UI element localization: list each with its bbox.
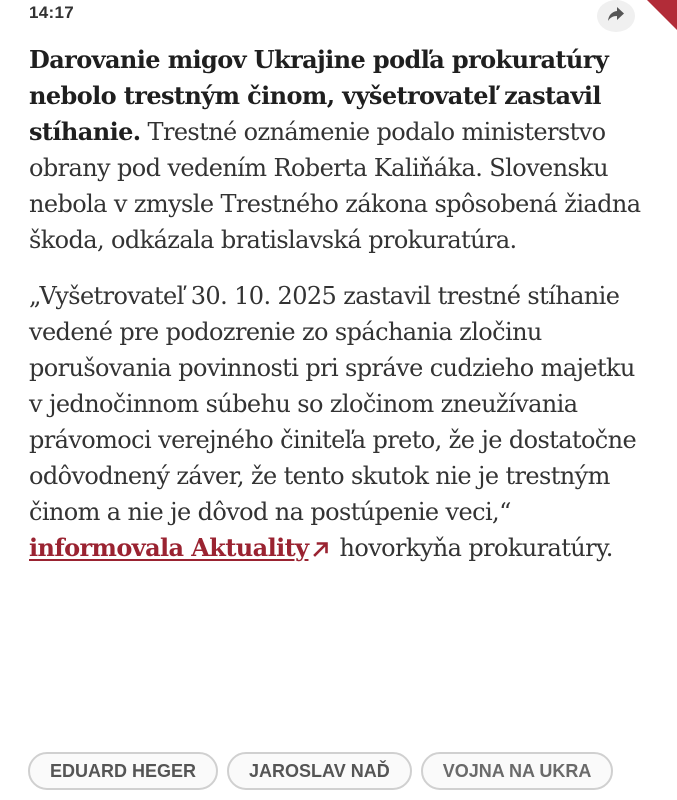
lead-paragraph (29, 42, 654, 258)
tags-fade-overlay (617, 748, 677, 798)
aktuality-link[interactable]: informovala Aktuality (29, 533, 309, 562)
after-link-text: hovorkyňa prokuratúry. (332, 534, 613, 562)
quote-paragraph (29, 278, 654, 568)
external-link-arrow-icon[interactable] (312, 532, 330, 568)
article-body (29, 42, 654, 568)
corner-accent (647, 0, 677, 30)
quote-text: „Vyšetrovateľ 30. 10. 2025 zastavil trestné stíhanie vedené pre podozrenie zo spáchania zločinu porušovania povinnosti pri správe cudzieho majetku v jednočinnom súbehu so zločinom zneužívania právomoci verejného činiteľa preto, že je dostatočne odôvodnený záver, že tento skutok nie je trestným činom a nie je dôvod na postúpenie veci,“ (29, 282, 637, 526)
tag-eduard-heger[interactable]: EDUARD HEGER (28, 752, 218, 790)
status-time: 14:17 (29, 3, 74, 22)
share-button[interactable] (597, 0, 635, 32)
lead-text: Trestné oznámenie podalo ministerstvo obrany pod vedením Roberta Kaliňáka. Slovensku nebola v zmysle Trestného zákona spôsobená žiadna škoda, odkázala bratislavská prokuratúra. (29, 118, 641, 254)
tag-list (28, 752, 613, 790)
tag-jaroslav-nad[interactable]: JAROSLAV NAĎ (227, 752, 412, 790)
article-headline: Darovanie migov Ukrajine podľa prokuratúry nebolo trestným činom, vyšetrovateľ zastavil stíhanie. (29, 45, 609, 146)
tag-vojna-na-ukrajine[interactable]: VOJNA NA UKRA (421, 752, 614, 790)
share-arrow-icon (606, 5, 626, 27)
